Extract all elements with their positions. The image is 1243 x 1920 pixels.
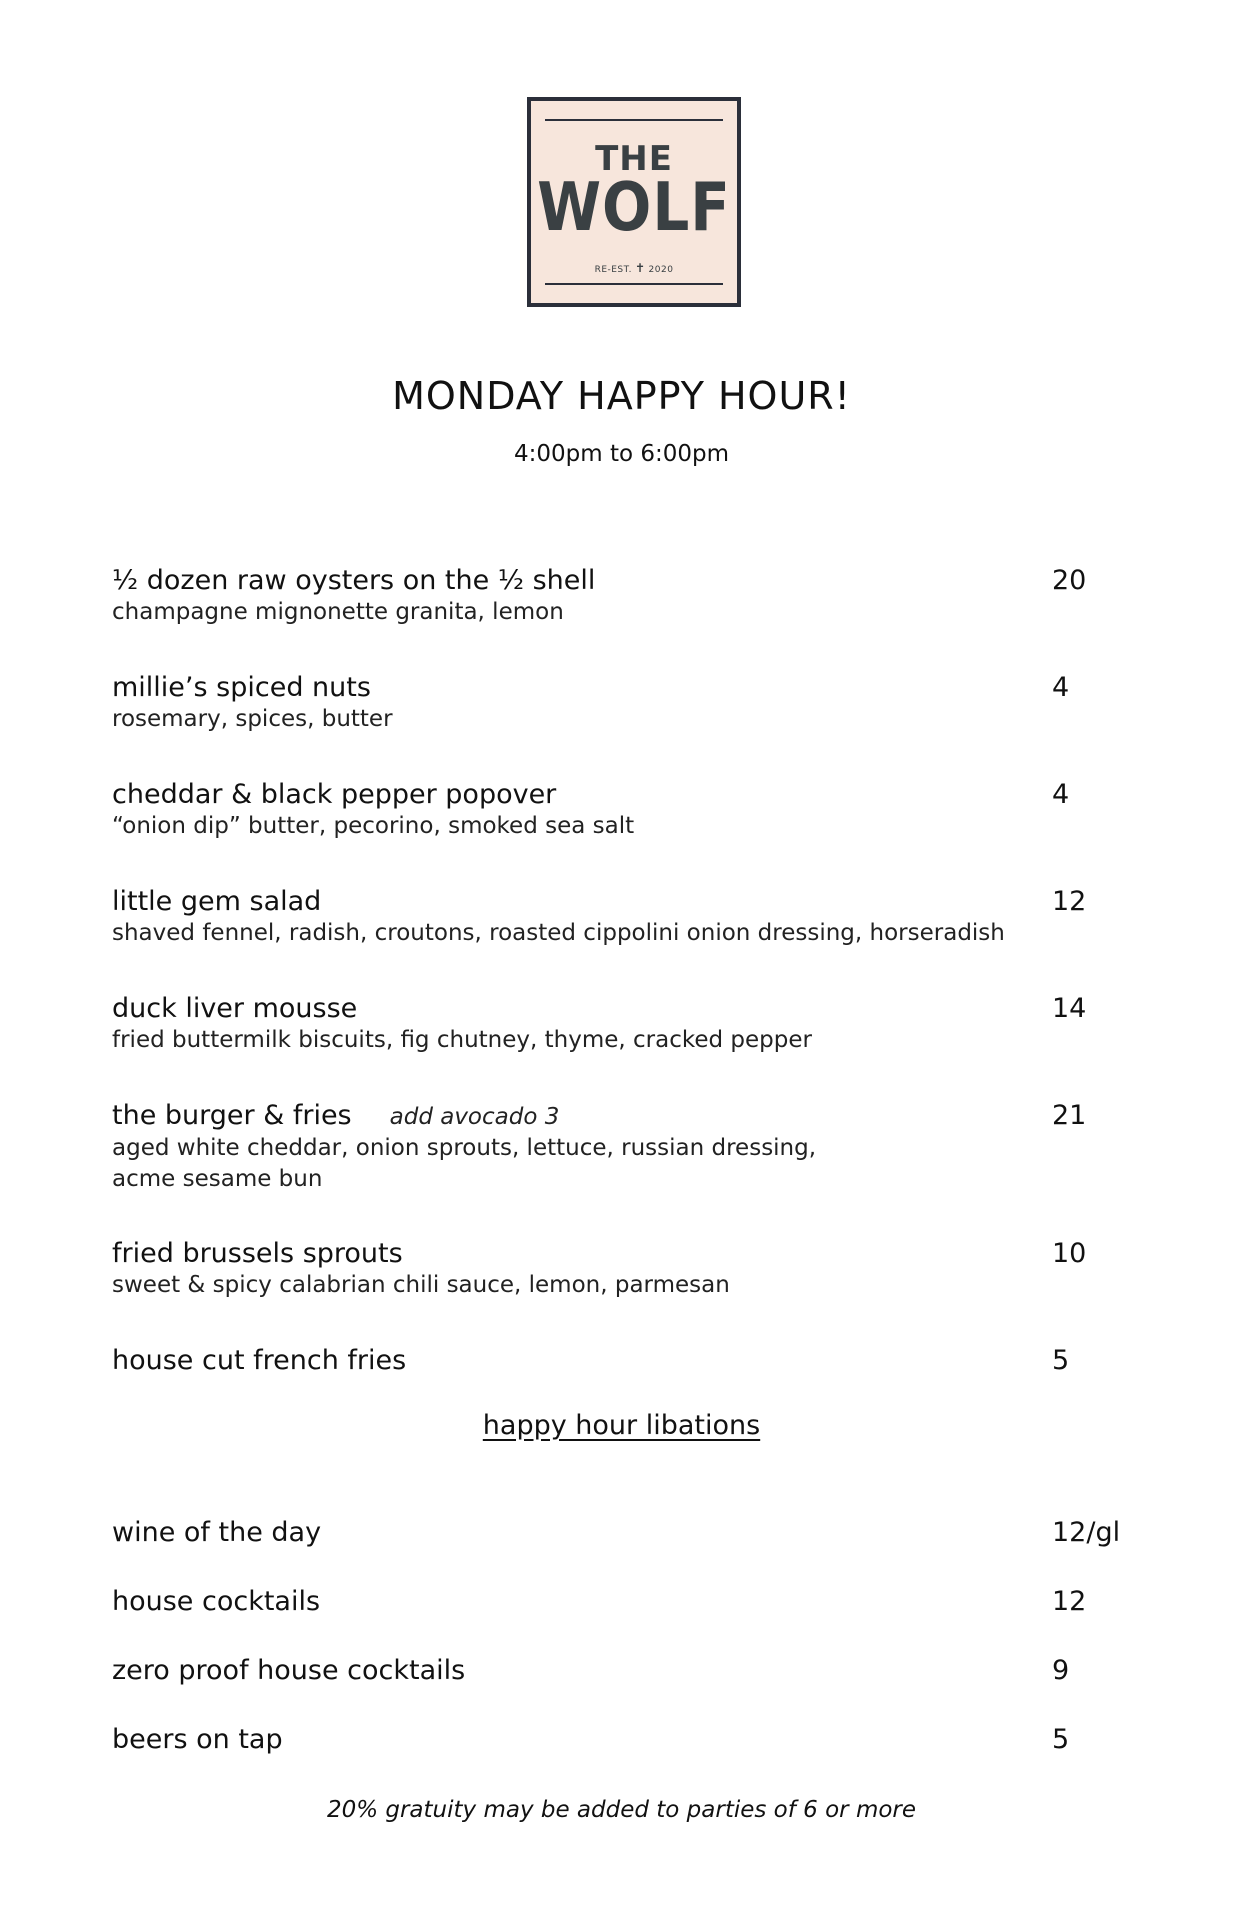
restaurant-logo <box>527 97 741 307</box>
item-price: 14 <box>1052 993 1087 1024</box>
item-name: little gem salad <box>112 886 322 917</box>
item-name: ½ dozen raw oysters on the ½ shell <box>112 565 596 596</box>
item-description: “onion dip” butter, pecorino, smoked sea salt <box>112 813 635 839</box>
item-price: 4 <box>1052 672 1070 703</box>
drink-name: beers on tap <box>112 1724 283 1755</box>
logo-est-year: 2020 <box>648 265 674 275</box>
drink-item-zero-proof <box>112 1655 1112 1687</box>
logo-bottom-rule <box>545 283 723 285</box>
item-price: 5 <box>1052 1345 1070 1376</box>
item-price: 12 <box>1052 886 1087 917</box>
drink-price: 5 <box>1052 1724 1070 1755</box>
item-name: cheddar & black pepper popover <box>112 779 557 810</box>
gratuity-note: 20% gratuity may be added to parties of 6 or more <box>326 1797 917 1823</box>
menu-item-spiced-nuts <box>112 672 1112 735</box>
item-name: millie’s spiced nuts <box>112 672 371 703</box>
item-description: sweet & spicy calabrian chili sauce, lemon, parmesan <box>112 1272 730 1298</box>
logo-top-rule <box>545 119 723 121</box>
menu-title: MONDAY HAPPY HOUR! <box>392 374 851 418</box>
logo-line-wolf: WOLF <box>537 167 731 247</box>
item-name: house cut french fries <box>112 1345 407 1376</box>
drink-name: zero proof house cocktails <box>112 1655 466 1686</box>
drink-item-beers <box>112 1724 1112 1756</box>
logo-established <box>531 261 737 275</box>
item-price: 10 <box>1052 1238 1087 1269</box>
item-name: fried brussels sprouts <box>112 1238 403 1269</box>
item-addon-note: add avocado 3 <box>389 1104 560 1130</box>
item-price: 21 <box>1052 1100 1087 1131</box>
menu-item-gem-salad <box>112 886 1112 949</box>
menu-item-burger <box>112 1100 1112 1195</box>
logo-line-the: THE <box>595 139 673 179</box>
happy-hour-times: 4:00pm to 6:00pm <box>513 441 730 467</box>
drink-price: 12 <box>1052 1586 1087 1617</box>
item-name: the burger & fries <box>112 1100 352 1131</box>
item-description: fried buttermilk biscuits, fig chutney, thyme, cracked pepper <box>112 1027 812 1053</box>
item-description-line2: acme sesame bun <box>112 1166 323 1192</box>
item-name: duck liver mousse <box>112 993 358 1024</box>
item-price: 20 <box>1052 565 1087 596</box>
item-price: 4 <box>1052 779 1070 810</box>
drink-price: 9 <box>1052 1655 1070 1686</box>
item-description: rosemary, spices, butter <box>112 706 393 732</box>
drink-name: house cocktails <box>112 1586 321 1617</box>
logo-est-label: RE-EST. <box>594 265 632 275</box>
item-description: shaved fennel, radish, croutons, roasted cippolini onion dressing, horseradish <box>112 920 1005 946</box>
logo-emblem-icon: ✝ <box>634 261 646 275</box>
drink-price: 12/gl <box>1052 1517 1121 1548</box>
libations-heading: happy hour libations <box>482 1410 761 1441</box>
drink-item-house-cocktails <box>112 1586 1112 1618</box>
item-description: champagne mignonette granita, lemon <box>112 599 564 625</box>
drink-item-wine <box>112 1517 1121 1549</box>
drink-name: wine of the day <box>112 1517 322 1548</box>
menu-item-oysters <box>112 565 1112 628</box>
item-name-row <box>112 1100 1112 1133</box>
item-description: aged white cheddar, onion sprouts, lettuce, russian dressing, <box>112 1135 817 1161</box>
menu-item-brussels-sprouts <box>112 1238 1112 1301</box>
menu-item-duck-mousse <box>112 993 1112 1056</box>
menu-item-popover <box>112 779 1112 842</box>
menu-item-french-fries <box>112 1345 1112 1377</box>
